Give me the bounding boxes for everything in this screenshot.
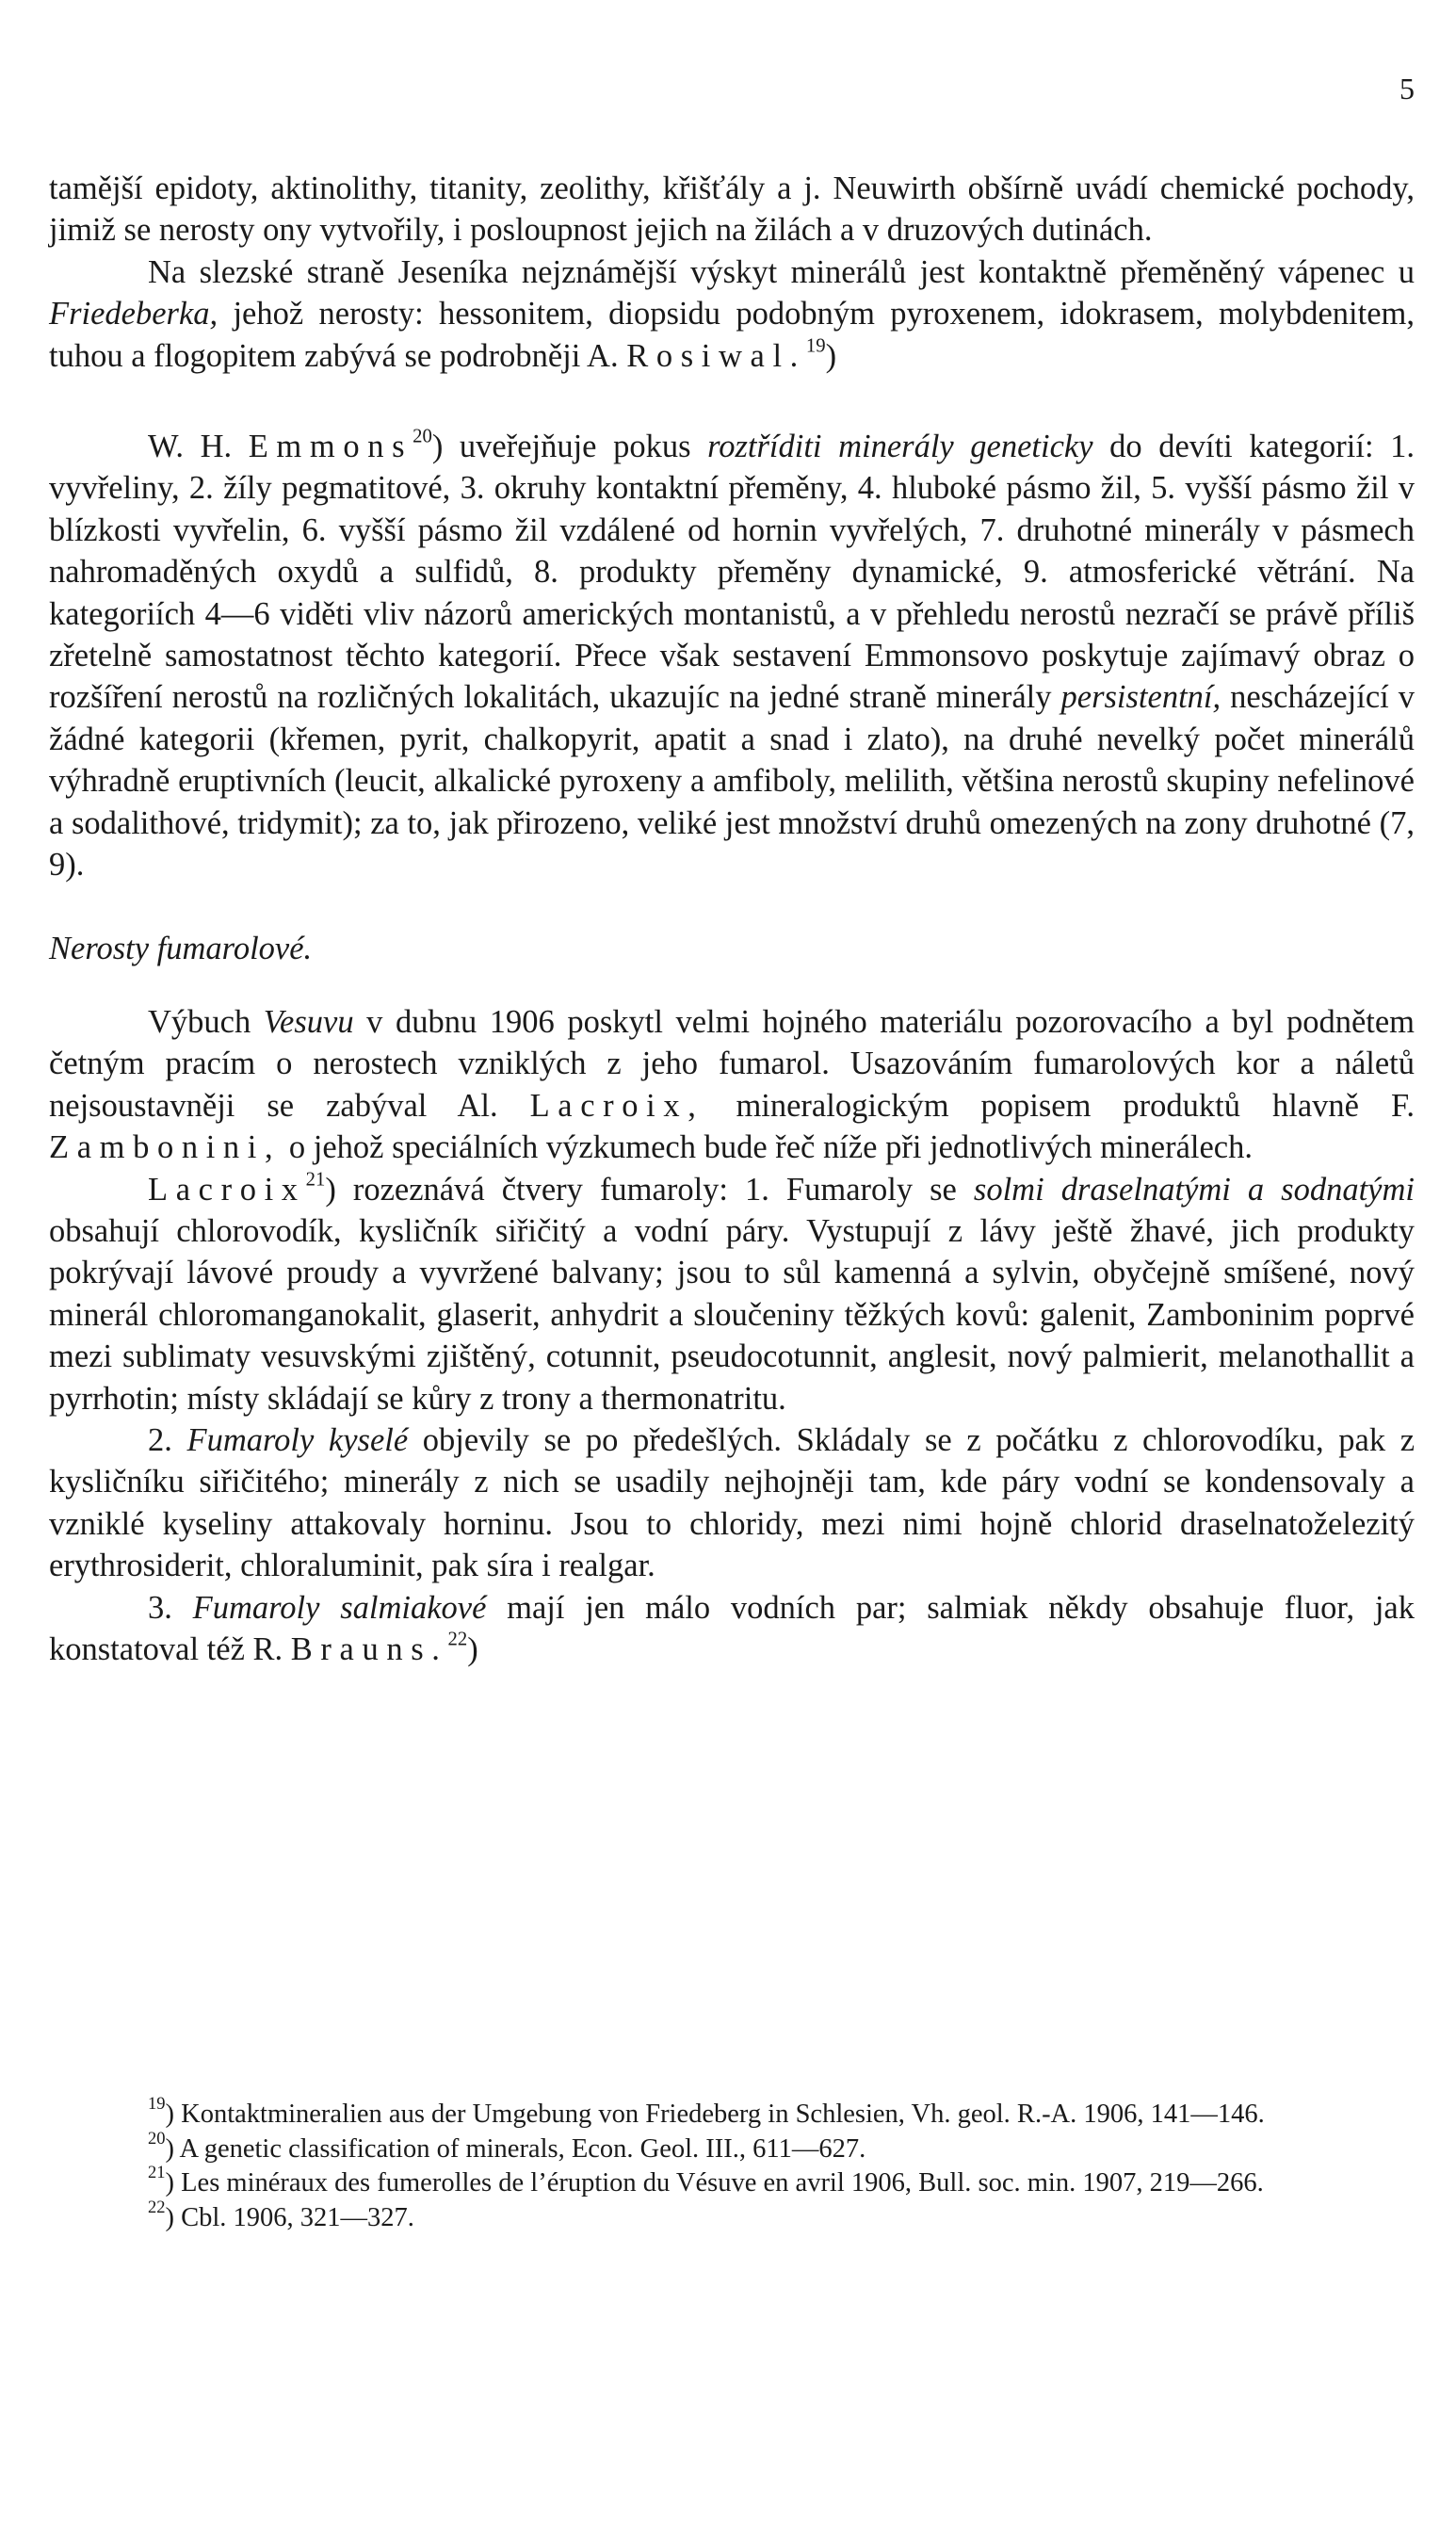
text-run: jehož nerosty: hessonitem, diopsidu podobným pyroxenem, idokrasem, molybdenitem, tuhou a flogopitem zabývá se podrobněji A. bbox=[49, 296, 1415, 374]
book-page bbox=[49, 0, 1415, 2530]
spaced-author-name: Lacroix bbox=[148, 1171, 306, 1208]
text-run: obsahují chlorovodík, kysličník siřičitý a vodní páry. Vystupují z lávy ještě žhavé, jich produkty pokrývají lávové proudy a vyvržené balvany; jsou to sůl kamenná a sylvin, obyčejně smíšené, nový minerál chloromanganokalit, glaserit, anhydrit a sloučeniny těžkých kovů: galenit, Zamboninim poprvé mezi sublimaty vesuvskými zjištěný, cotunnit, pseudocotunnit, anglesit, nový palmierit, melanothallit a pyrrhotin; místy skládají se kůry z trony a thermonatritu. bbox=[49, 1212, 1415, 1417]
text-run: ) bbox=[825, 337, 837, 374]
spaced-author-name: Zambonini, bbox=[49, 1129, 282, 1166]
footnote-text: ) Kontaktmineralien aus der Umgebung von Friedeberg in Schlesien, Vh. geol. R.-A. 1906, 141—146. bbox=[165, 2100, 1265, 2129]
italic-phrase: roztříditi minerály geneticky bbox=[707, 429, 1093, 465]
text-run: ) rozeznává čtvery fumaroly: 1. Fumaroly se bbox=[325, 1171, 974, 1208]
spaced-author-name: Lacroix, bbox=[529, 1087, 704, 1124]
paragraph-emmons bbox=[49, 426, 1415, 885]
text-run: o jehož speciálních výzkumech bude řeč níže při jednotlivých minerálech. bbox=[281, 1129, 1253, 1166]
footnote-number: 21 bbox=[148, 2163, 166, 2183]
footnote-19 bbox=[49, 2094, 1415, 2133]
footnotes bbox=[49, 2094, 1415, 2235]
spaced-author-name: Emmons bbox=[248, 429, 413, 465]
text-run: ) bbox=[467, 1631, 478, 1667]
paragraph-vesuvius bbox=[49, 1001, 1415, 1169]
spaced-author-name: Brauns. bbox=[290, 1631, 448, 1667]
text-run: v dubnu 1906 poskytl velmi hojného materiálu pozorovacího a byl podnětem četným pracím o nerostech vzniklých z jeho fumarol. Usazováním fumarolových kor a náletů nejsoustavněji se zabýval Al. bbox=[49, 1003, 1415, 1124]
section-heading: Nerosty fumarolové. bbox=[49, 930, 313, 966]
footnote-number: 19 bbox=[148, 2094, 166, 2115]
section-gap bbox=[49, 886, 1415, 928]
text-run: 3. bbox=[148, 1589, 193, 1626]
text-run: do devíti kategorií: 1. vyvřeliny, 2. žíly pegmatitové, 3. okruhy kontaktní přeměny, 4. hluboké pásmo žil, 5. vyšší pásmo žil v blízkosti vyvřelin, 6. vyšší pásmo žil vzdálené od hornin vyvřelých, 7. druhotné minerály v pásmech nahromaděných oxydů a sulfidů, 8. produkty přeměny dynamické, 9. atmosferické větrání. Na kategoriích 4—6 viděti vliv názorů amerických montanistů, a v přehledu nerostů nezračí se právě příliš zřetelně samostatnost těchto kategorií. Přece však sestavení Emmonsovo poskytuje zajímavý obraz o rozšíření nerostů na rozličných lokalitách, ukazujíc na jedné straně minerály bbox=[49, 429, 1415, 716]
paragraph-acid-fumaroles bbox=[49, 1419, 1415, 1587]
paragraph-lacroix bbox=[49, 1169, 1415, 1419]
spaced-author-name: Rosiwal. bbox=[626, 337, 806, 374]
italic-phrase: Fumaroly salmiakové bbox=[192, 1589, 487, 1626]
italic-locality: Friedeberka, bbox=[49, 296, 218, 332]
paragraph-gap bbox=[49, 377, 1415, 426]
footnote-number: 20 bbox=[148, 2128, 166, 2149]
italic-term: persistentní, bbox=[1060, 679, 1221, 716]
paragraph-epidote bbox=[49, 168, 1415, 251]
section-gap bbox=[49, 969, 1415, 1001]
text-run: objevily se po předešlých. Skládaly se z počátku z chlorovodíku, pak z kysličníku siřičitého; minerály z nich se usadily nejhojněji tam, kde páry vodní se kondensovaly a vzniklé kyseliny attakovaly horninu. Jsou to chloridy, mezi nimi hojně chlorid draselnatoželezitý erythrosiderit, chloraluminit, pak síra i realgar. bbox=[49, 1421, 1416, 1584]
text-run: W. H. bbox=[148, 429, 249, 465]
text-run: Na slezské straně Jeseníka nejznámější výskyt minerálů jest kontaktně přeměněný vápenec u bbox=[148, 253, 1415, 290]
footnote-20 bbox=[49, 2128, 1415, 2167]
text-run: mají jen málo vodních par; salmiak někdy obsahuje fluor, jak konstatoval též R. bbox=[49, 1589, 1415, 1667]
footnote-text: ) Cbl. 1906, 321—327. bbox=[165, 2202, 414, 2232]
text-run: 2. bbox=[148, 1421, 187, 1458]
footnote-text: ) Les minéraux des fumerolles de l’éruption du Vésuve en avril 1906, Bull. soc. min. 1907, 219—266. bbox=[165, 2168, 1264, 2198]
page-number: 5 bbox=[1399, 72, 1415, 105]
footnote-ref-22: 22 bbox=[447, 1629, 468, 1650]
text-run: mineralogickým popisem produktů hlavně F. bbox=[704, 1087, 1415, 1124]
paragraph-jesenik bbox=[49, 251, 1415, 377]
main-text bbox=[49, 168, 1415, 1670]
footnote-22 bbox=[49, 2197, 1415, 2236]
text-run: tamější epidoty, aktinolithy, titanity, zeolithy, křišťály a j. Neuwirth obšírně uvádí chemické pochody, jimiž se nerosty ony vytvořily, i posloupnost jejich na žilách a v druzových dutinách. bbox=[49, 170, 1415, 249]
footnote-ref-20: 20 bbox=[413, 426, 432, 447]
footnote-number: 22 bbox=[148, 2197, 166, 2217]
italic-phrase: Fumaroly kyselé bbox=[186, 1421, 409, 1458]
footnote-ref-19: 19 bbox=[805, 335, 826, 357]
text-run: nescházející v žádné kategorii (křemen, pyrit, chalkopyrit, apatit a snad i zlato), na druhé nevelký počet minerálů výhradně eruptivních (leucit, alkalické pyroxeny a amfiboly, melilith, většina nerostů skupiny nefelinové a sodalithové, tridymit); za to, jak přirozeno, veliké jest množství druhů omezených na zony druhotné (7, 9). bbox=[49, 679, 1415, 884]
footnote-ref-21: 21 bbox=[305, 1169, 326, 1191]
text-run: ) uveřejňuje pokus bbox=[431, 429, 708, 465]
italic-place: Vesuvu bbox=[263, 1003, 354, 1040]
text-run: Výbuch bbox=[148, 1003, 264, 1040]
italic-phrase: solmi draselnatými a sodnatými bbox=[973, 1171, 1415, 1208]
footnote-21 bbox=[49, 2163, 1415, 2201]
paragraph-salmiac-fumaroles bbox=[49, 1587, 1415, 1671]
footnote-text: ) A genetic classification of minerals, Econ. Geol. III., 611—627. bbox=[165, 2133, 866, 2164]
